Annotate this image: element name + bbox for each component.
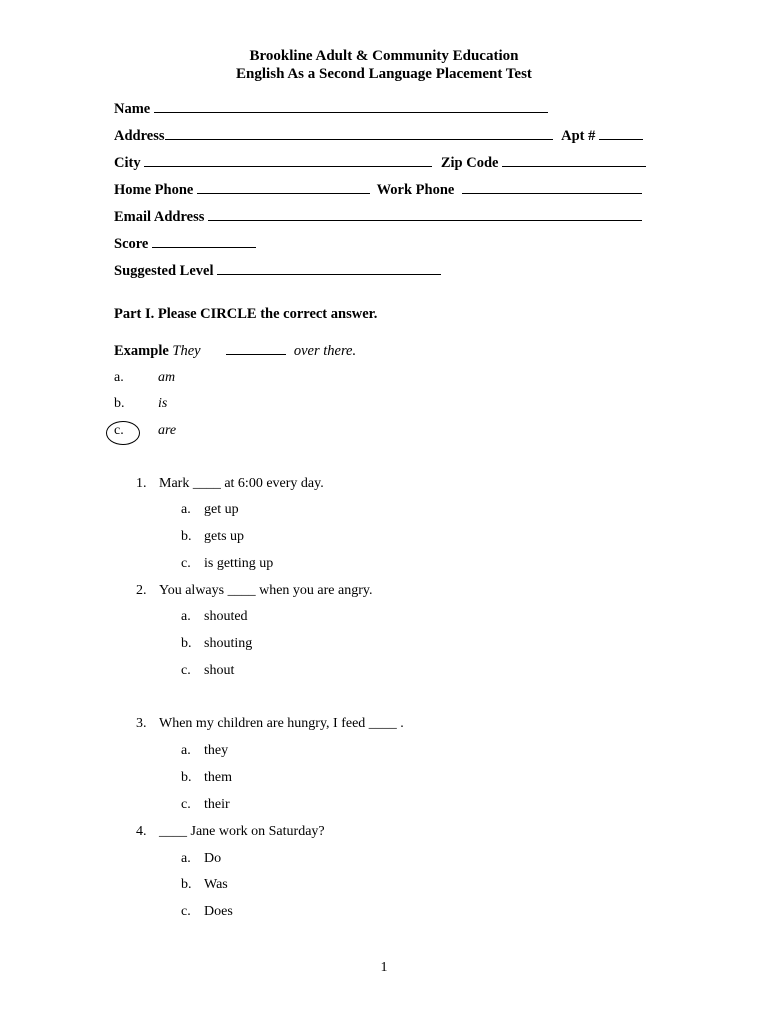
address-field[interactable]: [114, 127, 643, 145]
option-text[interactable]: shout: [204, 663, 235, 678]
option-text[interactable]: is getting up: [204, 556, 274, 571]
question-number: 2.: [136, 583, 147, 598]
option-letter: c.: [181, 797, 191, 812]
option-text[interactable]: shouting: [204, 636, 253, 651]
option-letter: c.: [181, 904, 191, 919]
home-phone-label: Home Phone: [114, 182, 194, 198]
option-letter: a.: [181, 609, 191, 624]
home-phone-blank[interactable]: [197, 181, 370, 194]
name-blank[interactable]: [154, 100, 548, 113]
name-field[interactable]: [114, 100, 548, 118]
document-title-line1: Brookline Adult & Community Education: [249, 48, 519, 64]
score-label: Score: [114, 236, 149, 252]
option-text[interactable]: Does: [204, 904, 233, 919]
example-option-text[interactable]: is: [158, 396, 168, 411]
work-phone-blank[interactable]: [462, 181, 642, 194]
page-number: 1: [380, 960, 388, 975]
option-text[interactable]: shouted: [204, 609, 248, 624]
example-line: [114, 342, 356, 360]
apt-label: Apt #: [561, 128, 596, 144]
option-text[interactable]: they: [204, 743, 229, 758]
zip-blank[interactable]: [502, 154, 646, 167]
example-option-text[interactable]: am: [158, 370, 176, 385]
score-blank[interactable]: [152, 235, 256, 248]
option-text[interactable]: their: [204, 797, 230, 812]
option-text[interactable]: Was: [204, 877, 228, 892]
level-blank[interactable]: [217, 262, 441, 275]
example-option-letter: b.: [114, 396, 125, 411]
option-letter: c.: [181, 556, 191, 571]
option-letter: a.: [181, 502, 191, 517]
work-phone-label: Work Phone: [376, 182, 455, 198]
question-number: 1.: [136, 476, 147, 491]
example-option-letter: a.: [114, 370, 124, 385]
city-blank[interactable]: [144, 154, 432, 167]
question-text: You always ____ when you are angry.: [159, 583, 373, 598]
email-label: Email Address: [114, 209, 205, 225]
answer-circle-mark: [106, 421, 140, 445]
question-number: 3.: [136, 716, 147, 731]
option-letter: b.: [181, 636, 192, 651]
email-blank[interactable]: [208, 208, 642, 221]
question-text: Mark ____ at 6:00 every day.: [159, 476, 324, 491]
address-label: Address: [114, 128, 165, 144]
score-field[interactable]: [114, 235, 256, 253]
part1-instruction: Part I. Please CIRCLE the correct answer.: [114, 306, 378, 322]
example-option-text[interactable]: are: [158, 423, 177, 438]
level-field[interactable]: [114, 262, 441, 280]
option-letter: a.: [181, 851, 191, 866]
question-text: When my children are hungry, I feed ____ .: [159, 716, 404, 731]
option-letter: a.: [181, 743, 191, 758]
option-letter: b.: [181, 529, 192, 544]
phone-field[interactable]: [114, 181, 642, 199]
zip-label: Zip Code: [440, 155, 499, 171]
example-sentence-start: They: [172, 343, 201, 359]
example-blank: [226, 342, 286, 355]
question-text: ____ Jane work on Saturday?: [159, 824, 325, 839]
city-label: City: [114, 155, 141, 171]
example-label: Example: [114, 343, 169, 359]
question-number: 4.: [136, 824, 147, 839]
city-field[interactable]: [114, 154, 646, 172]
email-field[interactable]: [114, 208, 642, 226]
option-text[interactable]: Do: [204, 851, 222, 866]
name-label: Name: [114, 101, 151, 117]
example-sentence-end: over there.: [293, 343, 357, 359]
document-title-line2: English As a Second Language Placement Test: [236, 66, 532, 82]
option-text[interactable]: get up: [204, 502, 239, 517]
level-label: Suggested Level: [114, 263, 214, 279]
option-letter: b.: [181, 877, 192, 892]
example-option-letter: c.: [114, 423, 124, 438]
option-text[interactable]: gets up: [204, 529, 245, 544]
address-blank[interactable]: [165, 127, 553, 140]
option-letter: c.: [181, 663, 191, 678]
apt-blank[interactable]: [599, 127, 643, 140]
option-text[interactable]: them: [204, 770, 232, 785]
option-letter: b.: [181, 770, 192, 785]
